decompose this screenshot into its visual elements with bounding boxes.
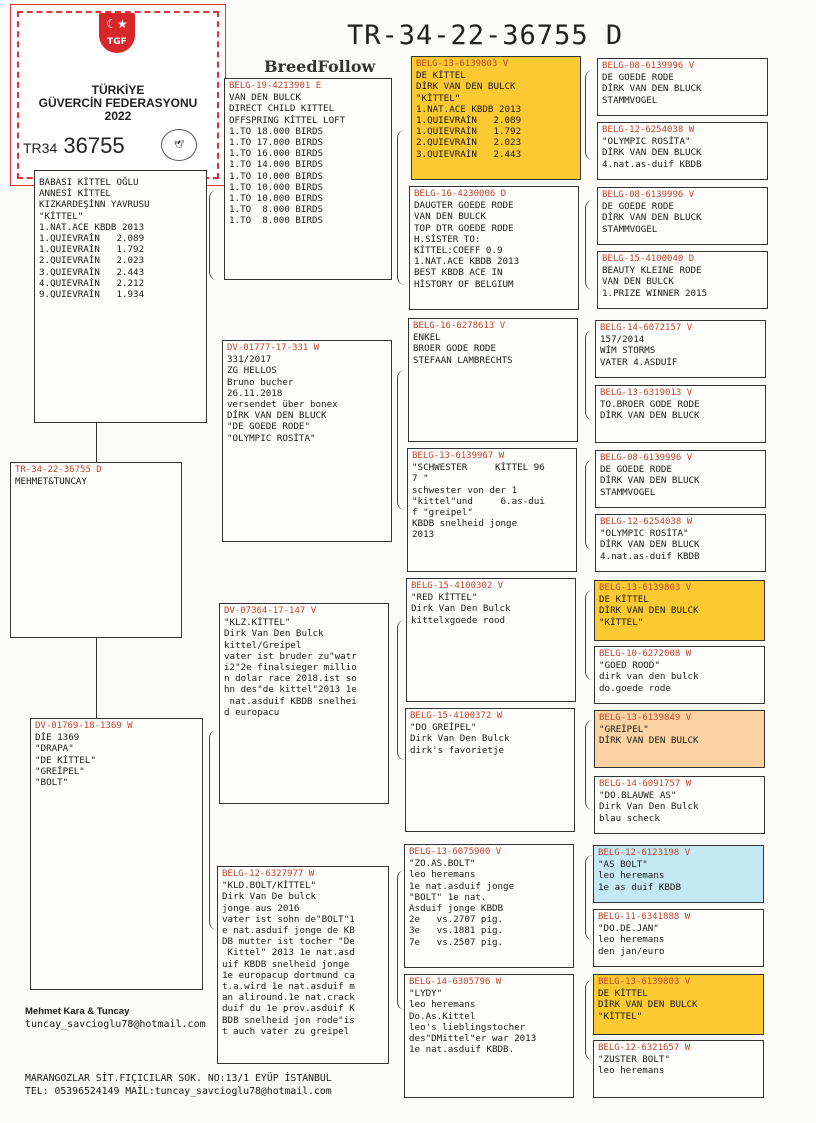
- pigeon-card-dsd-d[interactable]: [594, 776, 765, 834]
- pigeon-line: DİRK VAN DEN BLUCK: [600, 475, 700, 487]
- pigeon-line: DE GOEDE RODE: [600, 464, 672, 476]
- pigeon-card-sire[interactable]: [34, 170, 207, 423]
- pigeon-line: dirk van den bulck: [599, 671, 699, 683]
- pigeon-line: 1.QUIEVRAİN 2.089: [39, 233, 145, 245]
- pigeon-card-sds-s[interactable]: [595, 320, 766, 378]
- pigeon-line: 1e nat.asduif jonge: [409, 880, 515, 892]
- contact-line: TEL: 05396524149 MAİL:tuncay_savcioglu78@hotmail.com: [25, 1086, 332, 1097]
- pigeon-ring: BELG-14-6072157 V: [600, 323, 693, 333]
- pigeon-line: 26.11.2018: [227, 387, 283, 399]
- pigeon-line: den jan/euro: [598, 945, 665, 957]
- pigeon-ring: BELG-13-6139803 V: [598, 977, 691, 987]
- pigeon-line: DE GOEDE RODE: [602, 72, 674, 84]
- pigeon-line: "OLYMPIC ROSİTA": [602, 136, 691, 148]
- pigeon-card-ssd-d[interactable]: [597, 251, 768, 309]
- pigeon-line: 3.QUIEVRAİN 2.443: [416, 148, 522, 160]
- pigeon-line: BEAUTY KLEINE RODE: [602, 265, 702, 277]
- pigeon-line: vater ist sohn de"BOLT"1: [222, 913, 355, 925]
- pigeon-card-dds[interactable]: [404, 844, 574, 968]
- pigeon-ring: BELG-15-4100040 D: [602, 254, 695, 264]
- pigeon-line: 1.QUIEVRAİN 1.792: [416, 126, 522, 138]
- pigeon-line: "LYDY": [409, 988, 443, 1000]
- pigeon-line: "KİTTEL": [598, 1010, 643, 1022]
- pigeon-line: blau scheck: [599, 812, 660, 824]
- pigeon-line: Bruno bucher: [227, 376, 294, 388]
- pigeon-line: 4.nat.as-duif KBDB: [600, 550, 700, 562]
- pigeon-ring: BELG-12-6123198 V: [598, 848, 691, 858]
- pigeon-line: 1.NAT.ACE KBDB 2013: [416, 103, 522, 115]
- pigeon-line: "KİTTEL": [416, 92, 461, 104]
- pigeon-stamp-icon: 🕊: [161, 129, 197, 161]
- ring-number-title: TR-34-22-36755 D: [347, 20, 624, 51]
- pigeon-card-ssd[interactable]: [409, 186, 579, 310]
- pigeon-line: BABASI KİTTEL OĞLU: [39, 177, 139, 188]
- pigeon-ring: BELG-08-6139996 V: [602, 61, 695, 71]
- pigeon-ring: BELG-10-6272008 W: [599, 649, 692, 659]
- pigeon-line: DE KİTTEL: [598, 988, 648, 1000]
- pigeon-line: Dirk Van Den Bulck: [411, 603, 511, 615]
- pigeon-line: 3.QUIEVRAİN 2.443: [39, 266, 145, 278]
- pigeon-line: i2"2e finalsieger millio: [224, 662, 357, 674]
- pigeon-line: 2.QUIEVRAİN 2.023: [39, 255, 145, 267]
- pigeon-line: Dirk Van Den Bulck: [599, 801, 699, 813]
- pigeon-line: BDB snelheid jon rode"is: [222, 1014, 355, 1026]
- badge-year: 2022: [104, 109, 132, 123]
- pigeon-ring: BELG-12-6327977 W: [222, 869, 315, 879]
- pigeon-line: VAN DEN BULCK: [414, 211, 486, 223]
- federation-emblem-icon: ☾★ TGF: [99, 13, 135, 53]
- owner-email: tuncay_savcioglu78@hotmail.com: [25, 1019, 206, 1030]
- pigeon-line: DİRK VAN DEN BULCK: [598, 999, 698, 1011]
- pigeon-line: VATER 4.ASDUİF: [600, 356, 678, 368]
- pigeon-line: VAN DEN BULCK: [602, 276, 674, 288]
- pigeon-line: "GREİPEL": [599, 724, 649, 736]
- pigeon-line: leo heremans: [409, 869, 476, 881]
- pigeon-line: DE GOEDE RODE: [602, 201, 674, 213]
- pigeon-line: leo heremans: [409, 999, 476, 1011]
- pigeon-card-ddd-s[interactable]: [593, 974, 764, 1035]
- pigeon-ring: BELG-14-6305796 W: [409, 977, 502, 987]
- pigeon-line: 1.TO 10.000 BIRDS: [229, 170, 324, 182]
- pigeon-ring: TR-34-22-36755 D: [15, 465, 102, 475]
- pigeon-line: "KLD.BOLT/KİTTEL": [222, 880, 317, 892]
- pigeon-ring: DV-07364-17-147 V: [224, 606, 317, 616]
- pigeon-card-dam[interactable]: [30, 718, 203, 990]
- pigeon-line: DİRK VAN DEN BLUCK: [600, 539, 700, 551]
- pigeon-line: jonge aus 2016: [222, 902, 300, 914]
- pigeon-ring: BELG-11-6341888 W: [598, 912, 691, 922]
- pigeon-line: 1.TO 10.000 BIRDS: [229, 193, 324, 205]
- pigeon-line: Dirk Van Den Bulck: [224, 628, 324, 640]
- pigeon-ring: BELG-12-6321657 W: [598, 1043, 691, 1053]
- bracket: [585, 460, 594, 550]
- pigeon-line: KBDB snelheid jonge: [412, 518, 518, 530]
- pigeon-line: 1e as duif KBDB: [598, 881, 681, 893]
- pigeon-line: Do.As.Kittel: [409, 1010, 476, 1022]
- pigeon-line: DİRK VAN DEN BULCK: [599, 735, 699, 747]
- pigeon-line: duif du 1e prov.asduif K: [222, 1003, 355, 1015]
- pigeon-line: DİE 1369: [35, 732, 80, 744]
- pigeon-line: STAMMVOGEL: [602, 223, 658, 235]
- pigeon-card-dsd-s[interactable]: [594, 710, 765, 768]
- badge-line-1: TÜRKİYE: [91, 83, 145, 97]
- bracket: [585, 200, 594, 290]
- pigeon-line: leo heremans: [598, 934, 665, 946]
- pigeon-line: 157/2014: [600, 334, 645, 346]
- pigeon-card-sds-d[interactable]: [595, 385, 766, 443]
- pigeon-line: WİM STORMS: [600, 345, 656, 357]
- bracket: [397, 130, 406, 285]
- pigeon-line: H.SİSTER TO:: [414, 233, 481, 245]
- pigeon-ring: BELG-16-6278613 V: [413, 321, 506, 331]
- pigeon-card-dss-s[interactable]: [594, 580, 765, 641]
- pigeon-line: 2.QUIEVRAİN 2.023: [416, 137, 522, 149]
- pigeon-line: 331/2017: [227, 354, 272, 366]
- bracket: [397, 370, 406, 510]
- pigeon-line: Dirk Van Den Bulck: [410, 733, 510, 745]
- pigeon-ring: DV-01777-17-331 W: [227, 343, 320, 353]
- pigeon-ring: BELG-13-6139803 V: [416, 59, 509, 69]
- pigeon-line: "SCHWESTER KİTTEL 96: [412, 462, 545, 474]
- breedfollow-logo: BreedFollow: [264, 57, 376, 76]
- pigeon-line: hn des"de kittel"2013 1e: [224, 684, 357, 696]
- pigeon-card-sdd[interactable]: [407, 448, 577, 572]
- pigeon-line: 2013: [412, 529, 435, 541]
- owner-name: Mehmet Kara & Tuncay: [25, 1006, 130, 1017]
- pigeon-line: 4.QUIEVRAİN 2.212: [39, 277, 145, 289]
- pigeon-line: DE KİTTEL: [416, 70, 466, 82]
- pigeon-line: kittelxgoede rood: [411, 614, 506, 626]
- pigeon-line: des"DMittel"er war 2013: [409, 1033, 537, 1045]
- pigeon-line: "DO GREİPEL": [410, 722, 477, 734]
- pigeon-card-dss[interactable]: [406, 578, 576, 702]
- pigeon-line: versendet über bonex: [227, 399, 338, 411]
- pigeon-line: 1.TO 10.000 BIRDS: [229, 181, 324, 193]
- pigeon-line: 1.TO 16.000 BIRDS: [229, 148, 324, 160]
- pigeon-line: leo's lieblingstocher: [409, 1021, 526, 1033]
- pigeon-line: f "greipel": [412, 507, 473, 519]
- badge-ring-number: TR34 36755: [23, 133, 125, 158]
- bracket: [585, 590, 594, 680]
- pigeon-line: schwester von der 1: [412, 484, 518, 496]
- pigeon-line: "DO.DE.JAN": [598, 923, 659, 935]
- pigeon-line: OFFSPRING KİTTEL LOFT: [229, 114, 346, 126]
- pigeon-ring: BELG-12-6254038 W: [602, 125, 695, 135]
- pigeon-card-ssd-s[interactable]: [597, 187, 768, 245]
- pigeon-line: ZG HELLOS: [227, 365, 277, 377]
- pigeon-line: 9.QUIEVRAİN 1.934: [39, 289, 145, 301]
- pigeon-line: "BOLT" 1e nat.: [409, 891, 487, 903]
- pigeon-line: DİRK VAN DEN BLUCK: [600, 410, 700, 422]
- pigeon-line: dirk's favorietje: [410, 744, 505, 756]
- pigeon-line: "KİTTEL": [599, 616, 644, 628]
- pigeon-line: DB mutter ist tocher "De: [222, 936, 355, 948]
- pigeon-line: uif KBDB snelheid jonge: [222, 958, 350, 970]
- pigeon-line: 1.TO 8.000 BIRDS: [229, 204, 324, 216]
- pigeon-line: BROER GODE RODE: [413, 343, 496, 355]
- pigeon-line: DİRK VAN DEN BLUCK: [602, 83, 702, 95]
- pigeon-card-ddd[interactable]: [404, 974, 574, 1098]
- pigeon-ring: BELG-13-6139849 V: [599, 713, 692, 723]
- pigeon-line: kittel/Greipel: [224, 639, 302, 651]
- pigeon-line: "DRAPA": [35, 743, 74, 755]
- pigeon-card-ddd-d[interactable]: [593, 1040, 764, 1098]
- pigeon-line: 1e europacup dortmund ca: [222, 969, 355, 981]
- pigeon-card-sss-d[interactable]: [597, 122, 768, 180]
- pigeon-card-sdd-s[interactable]: [595, 450, 766, 508]
- bracket: [585, 330, 594, 420]
- bracket: [585, 720, 594, 810]
- pigeon-line: VAN DEN BULCK: [229, 92, 301, 104]
- pigeon-card-sd[interactable]: [222, 340, 392, 542]
- pigeon-line: "ZUSTER BOLT": [598, 1054, 670, 1066]
- pigeon-line: nat.asduif KBDB snelhei: [224, 695, 357, 707]
- pigeon-line: do.goede rode: [599, 682, 671, 694]
- pigeon-line: 4.nat.as-duif KBDB: [602, 158, 702, 170]
- pigeon-line: 1.NAT.ACE KBDB 2013: [414, 256, 520, 268]
- pigeon-ring: BELG-15-4100302 V: [411, 581, 504, 591]
- connector-line: [96, 638, 97, 718]
- pigeon-line: Kittel" 2013 1e nat.asd: [222, 947, 355, 959]
- pigeon-line: "KİTTEL": [39, 210, 84, 222]
- pigeon-line: Dirk Van De bulck: [222, 891, 317, 903]
- pigeon-card-ds[interactable]: [219, 603, 389, 804]
- pigeon-line: leo heremans: [598, 870, 665, 882]
- pigeon-line: MEHMET&TUNCAY: [15, 476, 87, 488]
- pigeon-line: d europacu: [224, 706, 280, 718]
- pigeon-line: 1.PRIZE WINNER 2015: [602, 287, 708, 299]
- pigeon-line: "OLYMPIC ROSİTA": [227, 432, 316, 444]
- pigeon-line: DE KİTTEL: [599, 594, 649, 606]
- pigeon-line: DAUGTER GOEDE RODE: [414, 200, 514, 212]
- bracket: [585, 70, 594, 160]
- pigeon-line: "DO.BLAUWE AS": [599, 790, 677, 802]
- pigeon-line: DİRK VAN DEN BLUCK: [227, 410, 327, 422]
- pigeon-ring: BELG-12-6254038 W: [600, 517, 693, 527]
- pigeon-line: 1.QUIEVRAİN 2.089: [416, 115, 522, 127]
- pigeon-ring: DV-01769-18-1369 W: [35, 721, 133, 731]
- pigeon-line: 1e nat.asduif KBDB.: [409, 1044, 515, 1056]
- pigeon-line: ENKEL: [413, 332, 441, 344]
- pigeon-line: KİTTEL:COEFF 0.9: [414, 245, 503, 257]
- pigeon-line: 3e vs.1881 pig.: [409, 925, 504, 937]
- pigeon-ring: BELG-08-6139996 V: [602, 190, 695, 200]
- bracket: [209, 190, 218, 280]
- pigeon-card-ss[interactable]: [224, 78, 392, 280]
- pigeon-line: DIRECT CHILD KITTEL: [229, 103, 335, 115]
- pigeon-card-sss-s[interactable]: [597, 58, 768, 116]
- pigeon-ring: BELG-13-6139803 V: [599, 583, 692, 593]
- pigeon-card-dd[interactable]: [217, 866, 389, 1064]
- pigeon-line: STAMMVOGEL: [600, 486, 656, 498]
- pigeon-ring: BELG-13-6075900 V: [409, 847, 502, 857]
- pigeon-line: "BOLT": [35, 777, 69, 789]
- pigeon-line: t.a.wird 1e nat.asduif m: [222, 981, 355, 993]
- pigeon-line: an aliround.1e nat.crack: [222, 992, 355, 1004]
- pigeon-line: "OLYMPIC ROSİTA": [600, 528, 689, 540]
- pigeon-line: "KLZ.KİTTEL": [224, 617, 291, 629]
- pigeon-line: "GREİPEL": [35, 765, 85, 777]
- pigeon-card-subject[interactable]: [10, 462, 182, 638]
- pigeon-line: 1.TO 8.000 BIRDS: [229, 215, 324, 227]
- pigeon-card-sss[interactable]: [411, 56, 581, 180]
- pigeon-line: "DE KİTTEL": [35, 754, 96, 766]
- pigeon-card-dss-d[interactable]: [594, 646, 765, 704]
- pigeon-line: DİRK VAN DEN BLUCK: [602, 212, 702, 224]
- pigeon-line: 1.NAT.ACE KBDB 2013: [39, 221, 145, 233]
- pigeon-line: 1.TO 18.000 BIRDS: [229, 125, 324, 137]
- pigeon-line: Asduif jonge KBDB: [409, 903, 504, 915]
- pigeon-line: HİSTORY OF BELGIUM: [414, 278, 514, 290]
- pigeon-ring: BELG-19-4213901 E: [229, 81, 322, 91]
- pigeon-card-dsd[interactable]: [405, 708, 575, 832]
- pigeon-card-sdd-d[interactable]: [595, 514, 766, 572]
- pigeon-line: "kittel"und 6.as-dui: [412, 495, 545, 507]
- pigeon-line: STAMMVOGEL: [602, 94, 658, 106]
- pigeon-line: 2e vs.2707 pig.: [409, 914, 504, 926]
- pigeon-line: DİRK VAN DEN BULCK: [599, 605, 699, 617]
- connector-line: [96, 423, 97, 462]
- pigeon-line: STEFAAN LAMBRECHTS: [413, 354, 513, 366]
- pigeon-card-dds-d[interactable]: [593, 909, 764, 967]
- pigeon-line: 7e vs.2507 pig.: [409, 936, 504, 948]
- pigeon-line: e nat.asduif jonge de KB: [222, 925, 355, 937]
- badge-line-2: GÜVERCİN FEDERASYONU: [38, 96, 198, 110]
- pigeon-ring: BELG-13-6319013 V: [600, 388, 693, 398]
- pigeon-line: "RED KİTTEL": [411, 592, 478, 604]
- pigeon-line: KIZKARDEŞİNN YAVRUSU: [39, 199, 150, 211]
- pigeon-line: TO.BROER GODE RODE: [600, 399, 700, 411]
- pigeon-ring: BELG-15-4100372 W: [410, 711, 503, 721]
- pigeon-line: TOP DTR GOEDE RODE: [414, 222, 514, 234]
- pigeon-line: DİRK VAN DEN BLUCK: [602, 147, 702, 159]
- pigeon-line: "AS BOLT": [598, 859, 648, 871]
- pigeon-line: vater ist bruder zu"watr: [224, 650, 357, 662]
- pigeon-ring: BELG-16-4230006 D: [414, 189, 507, 199]
- pigeon-line: "GOED ROOD": [599, 660, 660, 672]
- pigeon-line: "DE GOEDE RODE": [227, 421, 310, 433]
- address-line: MARANGOZLAR SİT.FIÇICILAR SOK. NO:13/1 EYÜP İSTANBUL: [25, 1073, 332, 1084]
- pigeon-line: 1.QUIEVRAİN 1.792: [39, 244, 145, 256]
- pigeon-ring: BELG-08-6139996 V: [600, 453, 693, 463]
- pigeon-line: 7 ": [412, 473, 429, 485]
- pigeon-line: leo heremans: [598, 1065, 665, 1077]
- pigeon-line: "ZO.AS.BOLT": [409, 858, 476, 870]
- pigeon-card-dds-s[interactable]: [593, 845, 764, 903]
- pigeon-ring: BELG-14-6091757 W: [599, 779, 692, 789]
- pigeon-line: DİRK VAN DEN BULCK: [416, 81, 516, 93]
- pigeon-card-sds[interactable]: [408, 318, 578, 442]
- pigeon-ring: BELG-13-6139967 W: [412, 451, 505, 461]
- federation-badge: [10, 4, 226, 186]
- pigeon-line: t auch vater zu greipel: [222, 1025, 350, 1037]
- pigeon-line: BEST KBDB ACE IN: [414, 267, 503, 279]
- pigeon-line: 1.TO 14.000 BIRDS: [229, 159, 324, 171]
- pigeon-line: n dolar race 2018.ist so: [224, 673, 357, 685]
- pigeon-line: ANNESİ KİTTEL: [39, 188, 111, 200]
- pigeon-line: 1.TO 17.000 BIRDS: [229, 137, 324, 149]
